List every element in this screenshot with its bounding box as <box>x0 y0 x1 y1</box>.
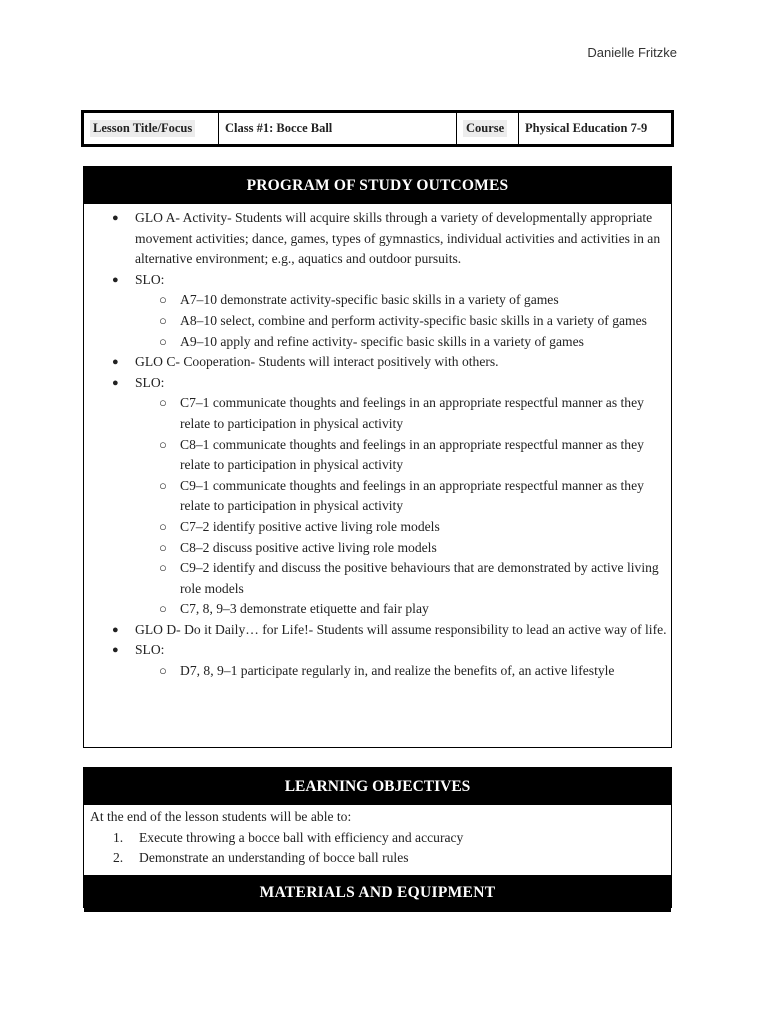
slo-text: C9–2 identify and discuss the positive behaviours that are demonstrated by active living role models <box>180 560 659 596</box>
outcome-text: GLO C- Cooperation- Students will interact positively with others. <box>135 354 499 370</box>
slo-item <box>135 393 671 434</box>
outcome-item <box>84 373 671 620</box>
bullet-icon: ● <box>112 212 119 224</box>
slo-text: C7–1 communicate thoughts and feelings in an appropriate respectful manner as they relate to participation in physical activity <box>180 395 644 431</box>
course-label-cell <box>457 113 519 144</box>
outcome-text: GLO D- Do it Daily… for Life!- Students will assume responsibility to lead an active way of life. <box>135 621 667 637</box>
objective-number: 1. <box>113 829 124 845</box>
circle-bullet-icon: ○ <box>159 477 167 493</box>
slo-item <box>135 332 671 353</box>
bullet-icon: ● <box>112 376 119 389</box>
bullet-icon: ● <box>112 644 119 657</box>
materials-heading: MATERIALS AND EQUIPMENT <box>84 875 671 912</box>
bullet-icon: ● <box>112 356 119 369</box>
objective-item <box>84 848 671 869</box>
slo-item <box>135 558 671 599</box>
outcome-item <box>84 208 671 270</box>
course-value: Physical Education 7-9 <box>525 121 648 135</box>
course-label: Course <box>463 120 507 137</box>
circle-bullet-icon: ○ <box>159 436 167 452</box>
slo-text: D7, 8, 9–1 participate regularly in, and realize the benefits of, an active lifestyle <box>180 663 615 679</box>
circle-bullet-icon: ○ <box>159 560 167 576</box>
outcome-item <box>84 270 671 352</box>
slo-item <box>135 311 671 332</box>
lesson-title-value-cell <box>219 113 457 144</box>
circle-bullet-icon: ○ <box>159 292 167 308</box>
slo-item <box>135 517 671 538</box>
circle-bullet-icon: ○ <box>159 312 167 328</box>
slo-item <box>135 661 671 682</box>
objective-text: Execute throwing a bocce ball with efficiency and accuracy <box>139 829 464 845</box>
outcome-text: SLO: <box>135 271 165 287</box>
objectives-intro: At the end of the lesson students will be able to: <box>90 809 352 824</box>
course-value-cell <box>519 113 671 144</box>
slo-item <box>135 599 671 620</box>
objectives-heading: LEARNING OBJECTIVES <box>84 768 671 805</box>
circle-bullet-icon: ○ <box>159 395 167 411</box>
slo-text: A8–10 select, combine and perform activity-specific basic skills in a variety of games <box>180 312 647 328</box>
slo-text: C8–2 discuss positive active living role models <box>180 539 437 555</box>
learning-objectives-section <box>83 767 672 908</box>
outcome-item <box>84 352 671 373</box>
lesson-title-value: Class #1: Bocce Ball <box>225 121 333 135</box>
objective-item <box>84 828 671 849</box>
author-name: Danielle Fritzke <box>587 45 677 60</box>
outcome-text: SLO: <box>135 642 165 658</box>
slo-sublist <box>135 661 671 682</box>
slo-text: A7–10 demonstrate activity-specific basic skills in a variety of games <box>180 292 559 308</box>
circle-bullet-icon: ○ <box>159 663 167 679</box>
slo-text: C7, 8, 9–3 demonstrate etiquette and fair play <box>180 601 429 617</box>
slo-text: A9–10 apply and refine activity- specific basic skills in a variety of games <box>180 333 584 349</box>
lesson-info-table <box>81 110 674 147</box>
circle-bullet-icon: ○ <box>159 518 167 534</box>
program-of-study-outcomes-section <box>83 166 672 748</box>
bullet-icon: ● <box>112 273 119 286</box>
circle-bullet-icon: ○ <box>159 333 167 349</box>
outcome-item <box>84 640 671 681</box>
slo-item <box>135 435 671 476</box>
circle-bullet-icon: ○ <box>159 601 167 617</box>
outcomes-heading: PROGRAM OF STUDY OUTCOMES <box>84 167 671 204</box>
slo-sublist <box>135 290 671 352</box>
circle-bullet-icon: ○ <box>159 539 167 555</box>
outcome-text: SLO: <box>135 374 165 390</box>
slo-item <box>135 476 671 517</box>
slo-item <box>135 290 671 311</box>
slo-text: C9–1 communicate thoughts and feelings in an appropriate respectful manner as they relate to participation in physical activity <box>180 477 644 514</box>
objectives-list <box>84 828 671 869</box>
objective-number: 2. <box>113 850 124 866</box>
slo-item <box>135 538 671 559</box>
outcomes-list <box>84 208 671 682</box>
lesson-title-label-cell <box>84 113 219 144</box>
slo-text: C8–1 communicate thoughts and feelings in an appropriate respectful manner as they relate to participation in physical activity <box>180 436 644 473</box>
outcome-item <box>84 620 671 641</box>
bullet-icon: ● <box>112 623 119 636</box>
lesson-title-label: Lesson Title/Focus <box>90 120 195 137</box>
outcome-text: GLO A- Activity- Students will acquire skills through a variety of developmentally appropriate movement activities; dance, games, types of gymnastics, individual activities and activities in an alternative environment; e.g., aquatics and outdoor pursuits. <box>135 210 661 267</box>
slo-sublist <box>135 393 671 620</box>
slo-text: C7–2 identify positive active living role models <box>180 518 440 534</box>
objective-text: Demonstrate an understanding of bocce ball rules <box>139 850 409 866</box>
